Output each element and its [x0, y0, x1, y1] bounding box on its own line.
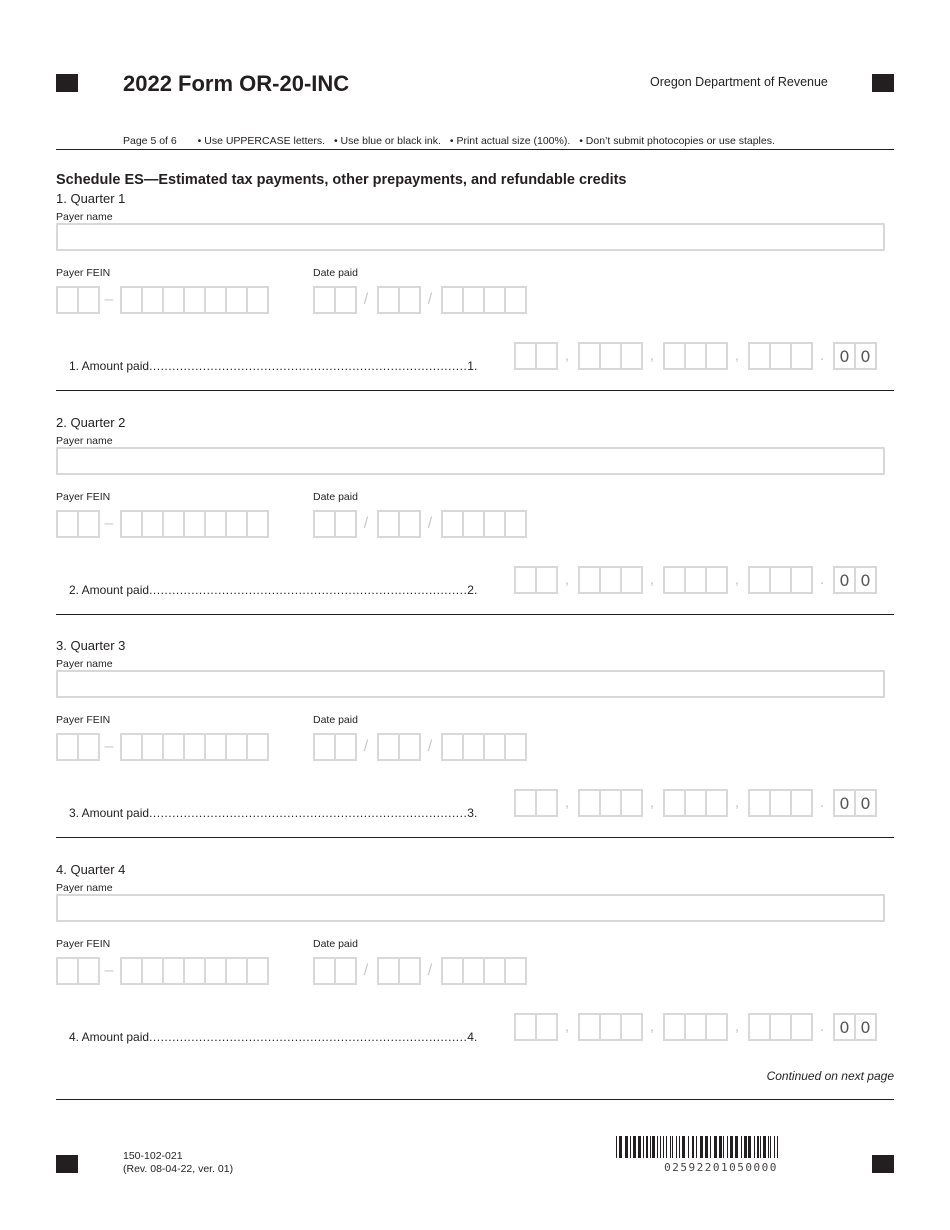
date-month-cell[interactable] [313, 733, 336, 761]
barcode-bar [714, 1136, 717, 1158]
barcode-bar [696, 1136, 697, 1158]
fein-digit-cell[interactable] [120, 957, 143, 985]
amount-digit-cell[interactable] [769, 566, 792, 594]
amount-digit-cell[interactable] [620, 1013, 643, 1041]
barcode-number: 02592201050000 [664, 1161, 778, 1174]
separator: – [104, 291, 114, 308]
instruction-item: • Use UPPERCASE letters. [197, 135, 326, 147]
date-year-cell[interactable] [462, 957, 485, 985]
fein-digit-cell[interactable] [183, 733, 206, 761]
header-divider [56, 149, 894, 150]
separator: / [427, 738, 433, 755]
payer-name-label: Payer name [56, 211, 113, 223]
amount-digit-cell[interactable] [514, 342, 537, 370]
date-year-cell[interactable] [441, 510, 464, 538]
amount-digit-cell[interactable] [705, 342, 728, 370]
instruction-item: • Print actual size (100%). [449, 135, 571, 147]
amount-digit-cell[interactable] [705, 789, 728, 817]
barcode-bar [705, 1136, 708, 1158]
line-reference: 3. [467, 806, 478, 820]
quarter-divider [56, 390, 894, 391]
payer-name-label: Payer name [56, 435, 113, 447]
date-year-cell[interactable] [462, 286, 485, 314]
registration-mark-top-right [872, 74, 894, 92]
barcode-bar [652, 1136, 655, 1158]
barcode-bar [643, 1136, 644, 1158]
date-month-cell[interactable] [334, 286, 357, 314]
date-year-cell[interactable] [462, 510, 485, 538]
amount-digit-cell[interactable] [578, 342, 601, 370]
barcode-bar [741, 1136, 742, 1158]
separator: / [363, 291, 369, 308]
date-year-cell[interactable] [462, 733, 485, 761]
fein-digit-cell[interactable] [162, 286, 185, 314]
date-year-cell[interactable] [504, 510, 527, 538]
instruction-item: • Use blue or black ink. [333, 135, 441, 147]
quarter-heading: 4. Quarter 4 [56, 862, 126, 877]
barcode-bar [630, 1136, 631, 1158]
page-label: Page 5 of 6 [123, 135, 177, 147]
barcode-bar [619, 1136, 622, 1158]
amount-digit-cell[interactable] [578, 566, 601, 594]
amount-cents-cell[interactable]: 0 [833, 1013, 856, 1041]
quarter-3-block [56, 638, 896, 848]
amount-digit-cell[interactable] [599, 789, 622, 817]
separator: . [819, 1018, 825, 1035]
quarter-1-block [56, 191, 896, 401]
date-year-cell[interactable] [483, 733, 506, 761]
barcode-bar [650, 1136, 651, 1158]
amount-paid-text: 2. Amount paid [69, 583, 150, 597]
separator: , [564, 571, 570, 588]
payer-fein-input[interactable] [56, 286, 269, 314]
separator: . [819, 347, 825, 364]
separator: / [427, 515, 433, 532]
fein-digit-cell[interactable] [141, 733, 164, 761]
date-paid-label: Date paid [313, 714, 358, 726]
amount-cents-cell[interactable]: 0 [833, 342, 856, 370]
separator: , [734, 347, 740, 364]
date-year-cell[interactable] [504, 733, 527, 761]
fein-digit-cell[interactable] [183, 957, 206, 985]
barcode-bar [616, 1136, 617, 1158]
quarter-divider [56, 837, 894, 838]
line-reference: 2. [467, 583, 478, 597]
date-year-cell[interactable] [441, 733, 464, 761]
barcode-bar [774, 1136, 775, 1158]
amount-digit-cell[interactable] [748, 789, 771, 817]
payer-fein-label: Payer FEIN [56, 938, 111, 950]
date-paid-label: Date paid [313, 491, 358, 503]
separator: , [649, 1018, 655, 1035]
amount-paid-label [69, 359, 477, 373]
fein-digit-cell[interactable] [141, 510, 164, 538]
amount-paid-label [69, 806, 477, 820]
amount-paid-text: 3. Amount paid [69, 806, 150, 820]
date-day-cell[interactable] [377, 510, 400, 538]
payer-name-input[interactable] [56, 894, 885, 922]
separator: – [104, 738, 114, 755]
date-month-cell[interactable] [313, 510, 336, 538]
fein-digit-cell[interactable] [141, 286, 164, 314]
separator: / [363, 515, 369, 532]
separator: – [104, 962, 114, 979]
barcode-bar [719, 1136, 722, 1158]
barcode-bar [676, 1136, 677, 1158]
amount-digit-cell[interactable] [599, 566, 622, 594]
date-year-cell[interactable] [483, 510, 506, 538]
amount-paid-label [69, 1030, 477, 1044]
amount-digit-cell[interactable] [663, 1013, 686, 1041]
date-day-cell[interactable] [377, 286, 400, 314]
fein-digit-cell[interactable] [77, 957, 100, 985]
fein-digit-cell[interactable] [225, 286, 248, 314]
payer-name-input[interactable] [56, 223, 885, 251]
leader-dots: ................................................................................... [149, 583, 468, 597]
schedule-title: Schedule ES—Estimated tax payments, other prepayments, and refundable credits [56, 172, 627, 188]
payer-fein-input[interactable] [56, 733, 269, 761]
amount-cents-cell[interactable]: 0 [833, 789, 856, 817]
barcode-bar [710, 1136, 711, 1158]
date-paid-input[interactable] [313, 957, 527, 985]
barcode-bar [723, 1136, 724, 1158]
date-month-cell[interactable] [313, 286, 336, 314]
barcode-bar [744, 1136, 747, 1158]
form-revision: (Rev. 08-04-22, ver. 01) [123, 1163, 234, 1175]
amount-digit-cell[interactable] [769, 1013, 792, 1041]
separator: , [734, 1018, 740, 1035]
separator: / [363, 738, 369, 755]
date-day-cell[interactable] [377, 957, 400, 985]
fein-digit-cell[interactable] [141, 957, 164, 985]
separator: / [363, 962, 369, 979]
quarter-heading: 2. Quarter 2 [56, 415, 126, 430]
separator: , [649, 347, 655, 364]
barcode-bar [682, 1136, 685, 1158]
separator: , [649, 794, 655, 811]
date-day-cell[interactable] [398, 286, 421, 314]
barcode-bar [646, 1136, 648, 1158]
barcode-bar [757, 1136, 759, 1158]
amount-digit-cell[interactable] [769, 342, 792, 370]
amount-digit-cell[interactable] [620, 342, 643, 370]
fein-digit-cell[interactable] [225, 510, 248, 538]
amount-digit-cell[interactable] [748, 342, 771, 370]
date-month-cell[interactable] [334, 733, 357, 761]
fein-digit-cell[interactable] [120, 733, 143, 761]
separator: – [104, 515, 114, 532]
date-year-cell[interactable] [483, 286, 506, 314]
date-year-cell[interactable] [504, 286, 527, 314]
barcode-bar [735, 1136, 738, 1158]
leader-dots: ................................................................................... [149, 806, 468, 820]
amount-digit-cell[interactable] [578, 1013, 601, 1041]
separator: / [427, 962, 433, 979]
form-title: 2022 Form OR-20-INC [123, 71, 350, 96]
amount-digit-cell[interactable] [663, 342, 686, 370]
line-reference: 4. [467, 1030, 478, 1044]
fein-digit-cell[interactable] [77, 733, 100, 761]
quarter-heading: 3. Quarter 3 [56, 638, 126, 653]
separator: , [564, 347, 570, 364]
amount-digit-cell[interactable] [684, 566, 707, 594]
barcode-bar [625, 1136, 628, 1158]
amount-cents-cell[interactable]: 0 [854, 789, 877, 817]
date-day-cell[interactable] [398, 733, 421, 761]
separator: / [427, 291, 433, 308]
amount-paid-label [69, 583, 477, 597]
date-day-cell[interactable] [398, 957, 421, 985]
form-number: 150-102-021 [123, 1150, 183, 1162]
fein-digit-cell[interactable] [77, 510, 100, 538]
barcode-bar [688, 1136, 689, 1158]
leader-dots: ................................................................................... [149, 359, 468, 373]
barcode-bar [763, 1136, 766, 1158]
date-day-cell[interactable] [377, 733, 400, 761]
amount-digit-cell[interactable] [514, 1013, 537, 1041]
barcode-bar [633, 1136, 636, 1158]
fein-digit-cell[interactable] [162, 957, 185, 985]
amount-digit-cell[interactable] [684, 342, 707, 370]
amount-cents-cell[interactable]: 0 [833, 566, 856, 594]
amount-digit-cell[interactable] [790, 1013, 813, 1041]
fein-digit-cell[interactable] [56, 733, 79, 761]
fein-digit-cell[interactable] [56, 957, 79, 985]
amount-digit-cell[interactable] [535, 1013, 558, 1041]
fein-digit-cell[interactable] [120, 510, 143, 538]
barcode-bar [730, 1136, 733, 1158]
amount-digit-cell[interactable] [620, 789, 643, 817]
barcode-bar [679, 1136, 680, 1158]
barcode-bar [663, 1136, 664, 1158]
payer-fein-input[interactable] [56, 957, 269, 985]
fein-digit-cell[interactable] [162, 510, 185, 538]
amount-digit-cell[interactable] [705, 566, 728, 594]
barcode-bar [660, 1136, 661, 1158]
date-day-cell[interactable] [398, 510, 421, 538]
date-year-cell[interactable] [483, 957, 506, 985]
amount-digit-cell[interactable] [790, 566, 813, 594]
payer-fein-label: Payer FEIN [56, 491, 111, 503]
amount-paid-text: 1. Amount paid [69, 359, 150, 373]
amount-digit-cell[interactable] [769, 789, 792, 817]
barcode-bar [670, 1136, 671, 1158]
barcode-bar [727, 1136, 728, 1158]
date-paid-input[interactable] [313, 733, 527, 761]
separator: , [564, 1018, 570, 1035]
leader-dots: ................................................................................... [149, 1030, 468, 1044]
quarter-4-block [56, 862, 896, 1072]
amount-digit-cell[interactable] [535, 789, 558, 817]
amount-paid-input[interactable] [514, 789, 877, 817]
registration-mark-top-left [56, 74, 78, 92]
fein-digit-cell[interactable] [183, 286, 206, 314]
fein-digit-cell[interactable] [246, 733, 269, 761]
fein-digit-cell[interactable] [56, 510, 79, 538]
footer-divider [56, 1099, 894, 1100]
barcode-bar [672, 1136, 673, 1158]
amount-cents-cell[interactable]: 0 [854, 342, 877, 370]
amount-paid-input[interactable] [514, 342, 877, 370]
amount-digit-cell[interactable] [535, 342, 558, 370]
date-paid-label: Date paid [313, 938, 358, 950]
amount-paid-input[interactable] [514, 566, 877, 594]
amount-paid-input[interactable] [514, 1013, 877, 1041]
fein-digit-cell[interactable] [225, 957, 248, 985]
amount-digit-cell[interactable] [684, 789, 707, 817]
amount-paid-text: 4. Amount paid [69, 1030, 150, 1044]
quarter-heading: 1. Quarter 1 [56, 191, 126, 206]
date-month-cell[interactable] [313, 957, 336, 985]
amount-digit-cell[interactable] [790, 342, 813, 370]
date-year-cell[interactable] [441, 957, 464, 985]
barcode-bar [760, 1136, 761, 1158]
date-paid-label: Date paid [313, 267, 358, 279]
payer-name-input[interactable] [56, 670, 885, 698]
fein-digit-cell[interactable] [225, 733, 248, 761]
barcode-bar [754, 1136, 755, 1158]
fein-digit-cell[interactable] [56, 286, 79, 314]
amount-digit-cell[interactable] [514, 566, 537, 594]
amount-digit-cell[interactable] [578, 789, 601, 817]
amount-digit-cell[interactable] [684, 1013, 707, 1041]
barcode-bar [748, 1136, 751, 1158]
agency-name: Oregon Department of Revenue [650, 75, 828, 89]
continued-note: Continued on next page [766, 1069, 894, 1083]
fein-digit-cell[interactable] [77, 286, 100, 314]
barcode-bar [657, 1136, 658, 1158]
amount-digit-cell[interactable] [705, 1013, 728, 1041]
registration-mark-bottom-left [56, 1155, 78, 1173]
payer-name-label: Payer name [56, 882, 113, 894]
instruction-item: • Don’t submit photocopies or use staples. [579, 135, 775, 147]
barcode-bar [768, 1136, 769, 1158]
date-paid-input[interactable] [313, 286, 527, 314]
barcode-bar [666, 1136, 667, 1158]
date-paid-input[interactable] [313, 510, 527, 538]
instruction-line [123, 135, 781, 147]
separator: , [734, 794, 740, 811]
amount-digit-cell[interactable] [599, 1013, 622, 1041]
registration-mark-bottom-right [872, 1155, 894, 1173]
fein-digit-cell[interactable] [246, 286, 269, 314]
barcode [616, 1136, 826, 1158]
amount-digit-cell[interactable] [535, 566, 558, 594]
payer-name-label: Payer name [56, 658, 113, 670]
date-month-cell[interactable] [334, 510, 357, 538]
payer-fein-input[interactable] [56, 510, 269, 538]
amount-digit-cell[interactable] [663, 789, 686, 817]
separator: . [819, 571, 825, 588]
barcode-bar [777, 1136, 778, 1158]
separator: , [649, 571, 655, 588]
quarter-divider [56, 614, 894, 615]
fein-digit-cell[interactable] [120, 286, 143, 314]
payer-name-input[interactable] [56, 447, 885, 475]
barcode-bar [770, 1136, 771, 1158]
date-month-cell[interactable] [334, 957, 357, 985]
amount-digit-cell[interactable] [790, 789, 813, 817]
amount-cents-cell[interactable]: 0 [854, 566, 877, 594]
barcode-bar [638, 1136, 641, 1158]
barcode-bar [692, 1136, 694, 1158]
fein-digit-cell[interactable] [204, 510, 227, 538]
form-number-block [123, 1150, 233, 1176]
date-year-cell[interactable] [504, 957, 527, 985]
fein-digit-cell[interactable] [183, 510, 206, 538]
payer-fein-label: Payer FEIN [56, 714, 111, 726]
fein-digit-cell[interactable] [204, 733, 227, 761]
amount-digit-cell[interactable] [663, 566, 686, 594]
fein-digit-cell[interactable] [204, 957, 227, 985]
fein-digit-cell[interactable] [246, 957, 269, 985]
amount-digit-cell[interactable] [599, 342, 622, 370]
amount-digit-cell[interactable] [620, 566, 643, 594]
amount-digit-cell[interactable] [748, 1013, 771, 1041]
amount-digit-cell[interactable] [514, 789, 537, 817]
line-reference: 1. [467, 359, 478, 373]
fein-digit-cell[interactable] [204, 286, 227, 314]
fein-digit-cell[interactable] [162, 733, 185, 761]
fein-digit-cell[interactable] [246, 510, 269, 538]
amount-digit-cell[interactable] [748, 566, 771, 594]
separator: . [819, 794, 825, 811]
barcode-bar [700, 1136, 703, 1158]
separator: , [564, 794, 570, 811]
amount-cents-cell[interactable]: 0 [854, 1013, 877, 1041]
quarter-2-block [56, 415, 896, 625]
payer-fein-label: Payer FEIN [56, 267, 111, 279]
separator: , [734, 571, 740, 588]
date-year-cell[interactable] [441, 286, 464, 314]
